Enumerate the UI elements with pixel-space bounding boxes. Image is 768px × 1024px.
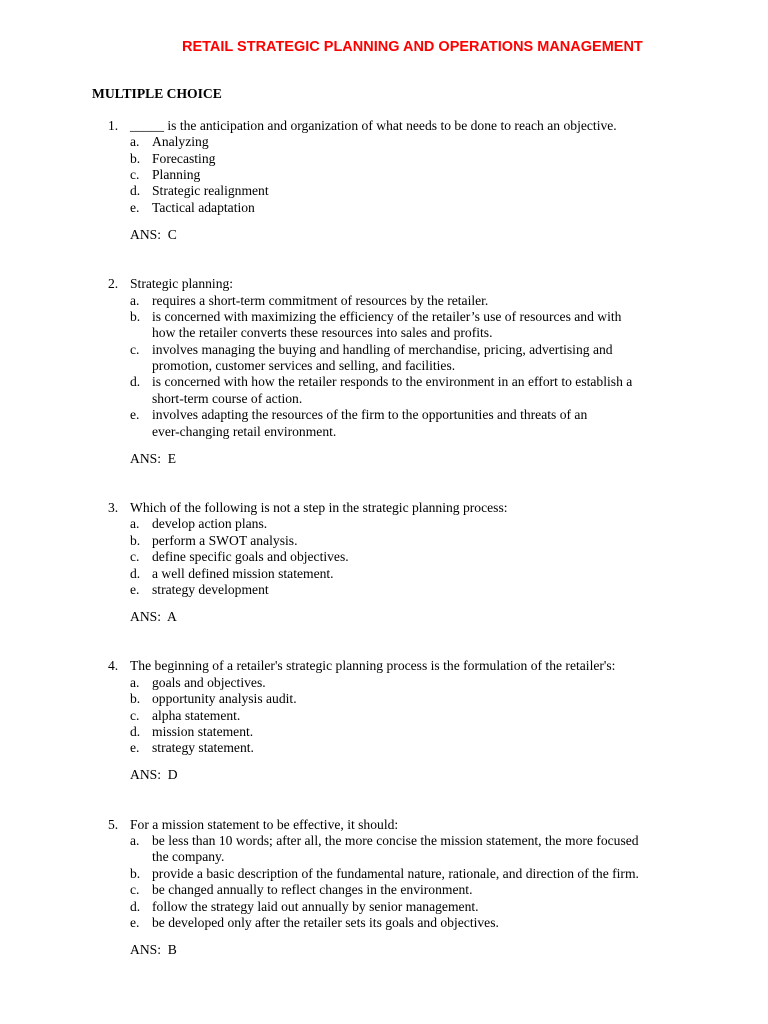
- option-text-continuation: promotion, customer services and selling, and facilities.: [152, 358, 456, 374]
- option-letter: a.: [130, 134, 140, 150]
- answer-key-line: [0, 767, 768, 783]
- option-letter: b.: [130, 691, 141, 707]
- option-letter: d.: [130, 898, 141, 914]
- answer-option-e: [0, 740, 768, 756]
- option-text: define specific goals and objectives.: [152, 549, 349, 565]
- option-text: Analyzing: [152, 134, 209, 150]
- answer-option-d-continued: [0, 391, 768, 407]
- option-text: mission statement.: [152, 723, 254, 739]
- section-heading: MULTIPLE CHOICE: [92, 85, 222, 101]
- option-text-continuation: how the retailer converts these resources into sales and profits.: [152, 325, 493, 341]
- option-text: Planning: [152, 166, 201, 182]
- answer-option-a-continued: [0, 849, 768, 865]
- answer-key: ANS: D: [130, 767, 178, 783]
- option-text-continuation: the company.: [152, 849, 225, 865]
- answer-option-b: [0, 691, 768, 707]
- option-text: opportunity analysis audit.: [152, 691, 297, 707]
- question-3: [0, 500, 768, 625]
- question-stem: The beginning of a retailer's strategic planning process is the formulation of the retailer's:: [130, 658, 616, 674]
- answer-option-d: [0, 183, 768, 199]
- option-letter: b.: [130, 150, 141, 166]
- question-stem-line: [0, 118, 768, 134]
- answer-option-e: [0, 407, 768, 423]
- answer-option-c: [0, 549, 768, 565]
- question-number: 1.: [108, 117, 119, 133]
- answer-option-d: [0, 899, 768, 915]
- question-number: 5.: [108, 816, 119, 832]
- question-stem-line: [0, 658, 768, 674]
- option-text: involves managing the buying and handling of merchandise, pricing, advertising and: [152, 341, 613, 357]
- option-text: be less than 10 words; after all, the more concise the mission statement, the more focused: [152, 833, 639, 849]
- option-letter: a.: [130, 674, 140, 690]
- answer-option-a: [0, 134, 768, 150]
- option-letter: b.: [130, 532, 141, 548]
- option-text: a well defined mission statement.: [152, 565, 334, 581]
- option-letter: d.: [130, 565, 141, 581]
- question-stem: Strategic planning:: [130, 276, 234, 292]
- question-1: [0, 118, 768, 243]
- answer-key: ANS: A: [130, 608, 177, 624]
- option-text: perform a SWOT analysis.: [152, 532, 298, 548]
- option-letter: d.: [130, 374, 141, 390]
- answer-key-line: [0, 451, 768, 467]
- question-number: 3.: [108, 500, 119, 516]
- option-letter: a.: [130, 292, 140, 308]
- answer-option-a: [0, 675, 768, 691]
- option-text: Forecasting: [152, 150, 216, 166]
- question-2: [0, 276, 768, 467]
- answer-option-e-continued: [0, 424, 768, 440]
- document-title: RETAIL STRATEGIC PLANNING AND OPERATIONS MANAGEMENT: [182, 39, 643, 55]
- option-letter: a.: [130, 833, 140, 849]
- answer-option-e: [0, 915, 768, 931]
- option-text: be developed only after the retailer sets its goals and objectives.: [152, 915, 499, 931]
- answer-option-b: [0, 151, 768, 167]
- question-stem-line: [0, 500, 768, 516]
- answer-key: ANS: C: [130, 226, 177, 242]
- option-text: is concerned with maximizing the efficiency of the retailer’s use of resources and with: [152, 308, 622, 324]
- answer-key: ANS: E: [130, 450, 177, 466]
- answer-option-b: [0, 866, 768, 882]
- question-stem-line: [0, 276, 768, 292]
- answer-key: ANS: B: [130, 942, 177, 957]
- question-4: [0, 658, 768, 783]
- answer-option-e: [0, 200, 768, 216]
- option-text: is concerned with how the retailer responds to the environment in an effort to establish a: [152, 374, 633, 390]
- option-text: strategy development: [152, 581, 269, 597]
- answer-option-c: [0, 342, 768, 358]
- answer-option-b: [0, 533, 768, 549]
- option-text: Strategic realignment: [152, 183, 269, 199]
- option-text: Tactical adaptation: [152, 199, 255, 215]
- answer-option-d: [0, 724, 768, 740]
- answer-key-line: [0, 227, 768, 243]
- question-stem-line: [0, 817, 768, 833]
- answer-option-a: [0, 516, 768, 532]
- option-text: alpha statement.: [152, 707, 241, 723]
- answer-option-b: [0, 309, 768, 325]
- answer-option-e: [0, 582, 768, 598]
- answer-option-a: [0, 833, 768, 849]
- option-letter: c.: [130, 549, 140, 565]
- option-letter: b.: [130, 308, 141, 324]
- question-list: [0, 118, 768, 992]
- answer-option-d: [0, 374, 768, 390]
- option-letter: b.: [130, 865, 141, 881]
- option-letter: e.: [130, 740, 140, 756]
- option-text: strategy statement.: [152, 740, 254, 756]
- question-stem: For a mission statement to be effective, it should:: [130, 816, 399, 832]
- answer-option-c: [0, 167, 768, 183]
- option-letter: c.: [130, 882, 140, 898]
- answer-option-c-continued: [0, 358, 768, 374]
- option-letter: e.: [130, 199, 140, 215]
- option-letter: a.: [130, 516, 140, 532]
- question-number: 2.: [108, 276, 119, 292]
- option-text: develop action plans.: [152, 516, 268, 532]
- option-letter: c.: [130, 341, 140, 357]
- answer-option-c: [0, 708, 768, 724]
- answer-option-c: [0, 882, 768, 898]
- option-text: be changed annually to reflect changes in the environment.: [152, 882, 473, 898]
- option-text: provide a basic description of the fundamental nature, rationale, and direction of the firm.: [152, 865, 639, 881]
- option-text: involves adapting the resources of the firm to the opportunities and threats of an: [152, 407, 588, 423]
- question-stem: Which of the following is not a step in the strategic planning process:: [130, 500, 508, 516]
- option-letter: e.: [130, 581, 140, 597]
- question-number: 4.: [108, 658, 119, 674]
- question-stem: _____ is the anticipation and organization of what needs to be done to reach an objective.: [130, 117, 617, 133]
- option-letter: c.: [130, 166, 140, 182]
- option-text-continuation: ever-changing retail environment.: [152, 423, 337, 439]
- option-letter: d.: [130, 723, 141, 739]
- option-letter: d.: [130, 183, 141, 199]
- option-letter: e.: [130, 915, 140, 931]
- answer-option-a: [0, 293, 768, 309]
- option-text: follow the strategy laid out annually by senior management.: [152, 898, 479, 914]
- answer-key-line: [0, 942, 768, 958]
- option-letter: c.: [130, 707, 140, 723]
- option-letter: e.: [130, 407, 140, 423]
- question-5: [0, 817, 768, 959]
- answer-key-line: [0, 609, 768, 625]
- option-text-continuation: short-term course of action.: [152, 390, 303, 406]
- answer-option-d: [0, 566, 768, 582]
- option-text: requires a short-term commitment of resources by the retailer.: [152, 292, 489, 308]
- answer-option-b-continued: [0, 325, 768, 341]
- option-text: goals and objectives.: [152, 674, 266, 690]
